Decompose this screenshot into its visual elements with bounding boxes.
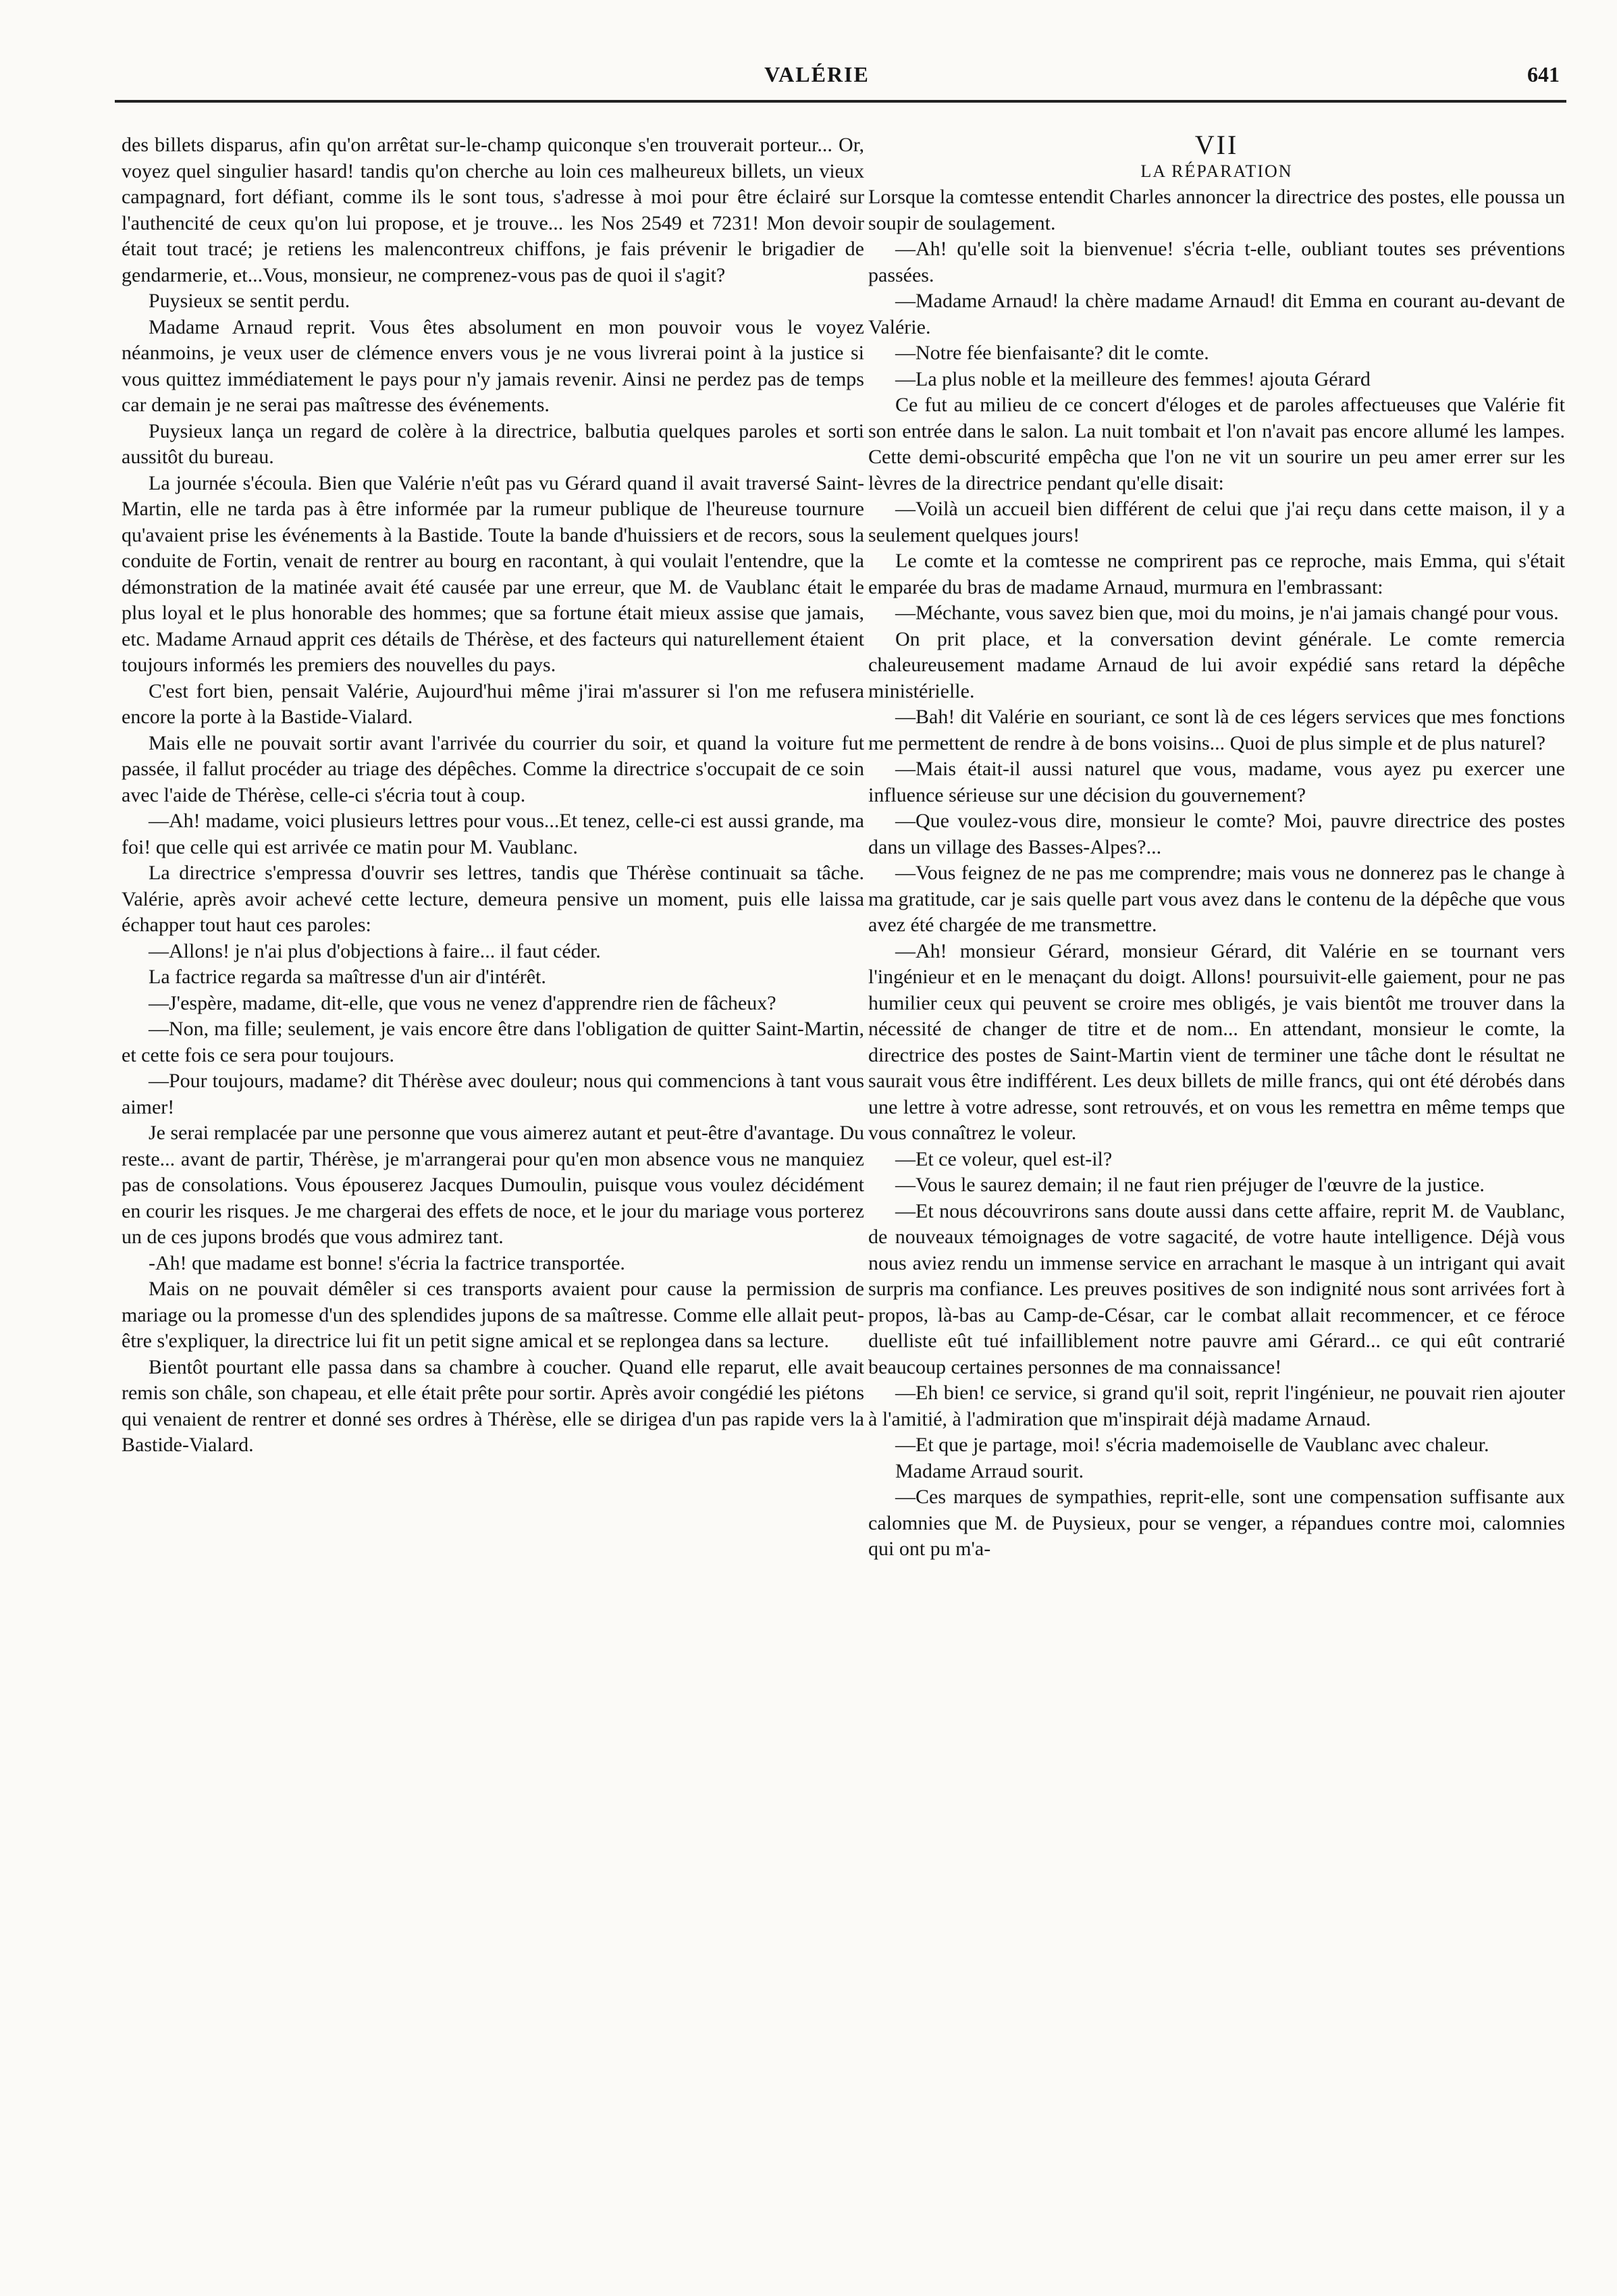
paragraph: —Bah! dit Valérie en souriant, ce sont là de ces légers services que mes fonctions me permettent de rendre à de bons voisins... Quoi de plus simple et de plus naturel? xyxy=(868,706,1565,754)
paragraph: Bientôt pourtant elle passa dans sa chambre à coucher. Quand elle reparut, elle avait remis son châle, son chapeau, et elle était prête pour sortir. Après avoir congédié les piétons qui venaient de rentrer et donné ses ordres à Thérèse, elle se dirigea d'un pas rapide vers la Bastide-Vialard. xyxy=(122,1355,864,1456)
paragraph: —Non, ma fille; seulement, je vais encore être dans l'obligation de quitter Saint-Martin, et cette fois ce sera pour toujours. xyxy=(122,1018,864,1066)
paragraph: —La plus noble et la meilleure des femmes! ajouta Gérard xyxy=(895,367,1371,390)
left-column xyxy=(122,132,864,2158)
paragraph: —Ces marques de sympathies, reprit-elle, sont une compensation suffisante aux calomnies que M. de Puysieux, pour se venger, a répandues contre moi, calomnies qui ont pu m'a- xyxy=(868,1486,1565,1560)
paragraph: La factrice regarda sa maîtresse d'un air d'intérêt. xyxy=(149,966,546,988)
paragraph: Le comte et la comtesse ne comprirent pas ce reproche, mais Emma, qui s'était emparée du bras de madame Arnaud, murmura en l'embrassant: xyxy=(868,550,1565,598)
paragraph: —Allons! je n'ai plus d'objections à faire... il faut céder. xyxy=(149,939,601,962)
paragraph: —Et ce voleur, quel est-il? xyxy=(895,1147,1113,1170)
paragraph: —J'espère, madame, dit-elle, que vous ne venez d'apprendre rien de fâcheux? xyxy=(149,991,776,1014)
paragraph: Je serai remplacée par une personne que vous aimerez autant et peut-être d'avantage. Du reste... avant de partir, Thérèse, je m'arrangerai pour qu'en mon absence vous ne manquiez pas de consolations. Vous épouserez Jacques Dumoulin, puisque vous voulez décidément en courir les risques. Je me chargerai des effets de noce, et le jour du mariage vous porterez un de ces jupons brodés que vous admirez tant. xyxy=(122,1122,864,1248)
paragraph: —Eh bien! ce service, si grand qu'il soit, reprit l'ingénieur, ne pouvait rien ajouter à l'amitié, à l'admiration que m'inspirait déjà madame Arnaud. xyxy=(868,1382,1565,1430)
paragraph: -Ah! que madame est bonne! s'écria la factrice transportée. xyxy=(149,1251,625,1274)
right-column xyxy=(868,132,1565,2158)
paragraph: Madame Arraud sourit. xyxy=(895,1459,1084,1482)
paragraph: Madame Arnaud reprit. Vous êtes absolument en mon pouvoir vous le voyez néanmoins, je veux user de clémence envers vous je ne vous livrerai point à la justice si vous quittez immédiatement le pays pour n'y jamais revenir. Ainsi ne perdez pas de temps car demain je ne serai pas maîtresse des événements. xyxy=(122,315,864,416)
paragraph: —Notre fée bienfaisante? dit le comte. xyxy=(895,342,1209,364)
paragraph: Lorsque la comtesse entendit Charles annoncer la directrice des postes, elle poussa un soupir de soulagement. xyxy=(868,186,1565,234)
chapter-title-text: LA RÉPARATION xyxy=(1140,161,1293,181)
paragraph: —Vous feignez de ne pas me comprendre; mais vous ne donnerez pas le change à ma gratitude, car je sais quelle part vous avez dans le contenu de la dépêche que vous avez été chargée de me transmettre. xyxy=(868,862,1565,936)
paragraph: —Pour toujours, madame? dit Thérèse avec douleur; nous qui commencions à tant vous aimer! xyxy=(122,1070,864,1118)
paragraph: On prit place, et la conversation devint générale. Le comte remercia chaleureusement madame Arnaud de lui avoir expédié sans retard la dépêche ministérielle. xyxy=(868,627,1565,702)
paragraph: Ce fut au milieu de ce concert d'éloges et de paroles affectueuses que Valérie fit son entrée dans le salon. La nuit tombait et l'on n'avait pas encore allumé les lampes. Cette demi-obscurité empêcha que l'on ne vit un sourire un peu amer errer sur les lèvres de la directrice pendant qu'elle disait: xyxy=(868,394,1565,494)
paragraph: La journée s'écoula. Bien que Valérie n'eût pas vu Gérard quand il avait traversé Saint-Martin, elle ne tarda pas à être informée par la rumeur publique de l'heureuse tournure qu'avaient prise les événements à la Bastide. Toute la bande d'huissiers et de recors, sous la conduite de Fortin, venait de rentrer au bourg en racontant, à qui voulait l'entendre, que la démonstration de la matinée avait été causée par une erreur, que M. de Vaublanc était le plus loyal et le plus honorable des hommes; que sa fortune était mieux assise que jamais, etc. Madame Arnaud apprit ces détails de Thérèse, et des facteurs qui naturellement étaient toujours informés les premiers des nouvelles du pays. xyxy=(122,471,864,676)
chapter-title xyxy=(868,159,1565,185)
paragraph: La directrice s'empressa d'ouvrir ses lettres, tandis que Thérèse continuait sa tâche. Valérie, après avoir achevé cette lecture, demeura pensive un moment, puis elle laissa échapper tout haut ces paroles: xyxy=(122,862,864,936)
paragraph: C'est fort bien, pensait Valérie, Aujourd'hui même j'irai m'assurer si l'on me refusera encore la porte à la Bastide-Vialard. xyxy=(122,679,864,728)
header-rule xyxy=(115,100,1566,103)
paragraph: Puysieux lança un regard de colère à la directrice, balbutia quelques paroles et sorti aussitôt du bureau. xyxy=(122,419,864,468)
paragraph: —Madame Arnaud! la chère madame Arnaud! dit Emma en courant au-devant de Valérie. xyxy=(868,290,1565,338)
paragraph: —Et que je partage, moi! s'écria mademoiselle de Vaublanc avec chaleur. xyxy=(895,1434,1489,1456)
paragraph: Puysieux se sentit perdu. xyxy=(149,290,350,312)
paragraph: —Ah! madame, voici plusieurs lettres pour vous...Et tenez, celle-ci est aussi grande, ma foi! que celle qui est arrivée ce matin pour M. Vaublanc. xyxy=(122,810,864,858)
paragraph: —Et nous découvrirons sans doute aussi dans cette affaire, reprit M. de Vaublanc, de nouveaux témoignages de votre sagacité, de votre haute intelligence. Déjà vous nous aviez rendu un immense service en arrachant le masque à un intrigant qui avait surpris ma confiance. Les preuves positives de son indignité nous sont arrivées fort à propos, là-bas au Camp-de-César, car le combat allait recommencer, et ce féroce duelliste eût tué infailliblement notre pauvre ami Gérard... ce qui eût contrarié beaucoup certaines personnes de ma connaissance! xyxy=(868,1199,1565,1378)
paragraph: —Mais était-il aussi naturel que vous, madame, vous ayez pu exercer une influence sérieuse sur une décision du gouvernement? xyxy=(868,758,1565,806)
paragraph: —Méchante, vous savez bien que, moi du moins, je n'ai jamais changé pour vous. xyxy=(895,602,1559,624)
running-title: VALÉRIE xyxy=(764,62,870,86)
paragraph: —Ah! monsieur Gérard, monsieur Gérard, dit Valérie en se tournant vers l'ingénieur et en le menaçant du doigt. Allons! poursuivit-elle gaiement, pour ne pas humilier ceux qui peuvent se croire mes obligés, je vais bientôt me trouver dans la nécessité de changer de titre et de nom... En attendant, monsieur le comte, la directrice des postes de Saint-Martin vient de terminer une tâche dont le résultat ne saurait vous être indifférent. Les deux billets de mille francs, qui ont été dérobés dans une lettre à votre adresse, sont retrouvés, et on vous les remettra en même temps que vous connaîtrez le voleur. xyxy=(868,939,1565,1144)
paragraph: —Voilà un accueil bien différent de celui que j'ai reçu dans cette maison, il y a seulement quelques jours! xyxy=(868,498,1565,546)
chapter-number: VII xyxy=(1194,132,1239,160)
paragraph: —Vous le saurez demain; il ne faut rien préjuger de l'œuvre de la justice. xyxy=(895,1174,1485,1196)
page-number: 641 xyxy=(1527,62,1560,86)
paragraph: —Que voulez-vous dire, monsieur le comte? Moi, pauvre directrice des postes dans un village des Basses-Alpes?... xyxy=(868,810,1565,858)
paragraph: —Ah! qu'elle soit la bienvenue! s'écria t-elle, oubliant toutes ses préventions passées. xyxy=(868,238,1565,286)
paragraph: Mais on ne pouvait démêler si ces transports avaient pour cause la permission de mariage ou la promesse d'un des splendides jupons de sa maîtresse. Comme elle allait peut-être s'expliquer, la directrice lui fit un petit signe amical et se replongea dans sa lecture. xyxy=(122,1278,864,1352)
paragraph: des billets disparus, afin qu'on arrêtat sur-le-champ quiconque s'en trouverait porteur... Or, voyez quel singulier hasard! tandis qu'on cherche au loin ces malheureux billets, un vieux campagnard, fort défiant, comme ils le sont tous, s'adresse à moi pour être éclairé sur l'authencité de ceux qu'on lui propose, et je trouve... les Nos 2549 et 7231! Mon devoir était tout tracé; je retiens les malencontreux chiffons, je fais prévenir le brigadier de gendarmerie, et...Vous, monsieur, ne comprenez-vous pas de quoi il s'agit? xyxy=(122,134,864,286)
paragraph: Mais elle ne pouvait sortir avant l'arrivée du courrier du soir, et quand la voiture fut passée, il fallut procéder au triage des dépêches. Comme la directrice s'occupait de ce soin avec l'aide de Thérèse, celle-ci s'écria tout à coup. xyxy=(122,731,864,806)
